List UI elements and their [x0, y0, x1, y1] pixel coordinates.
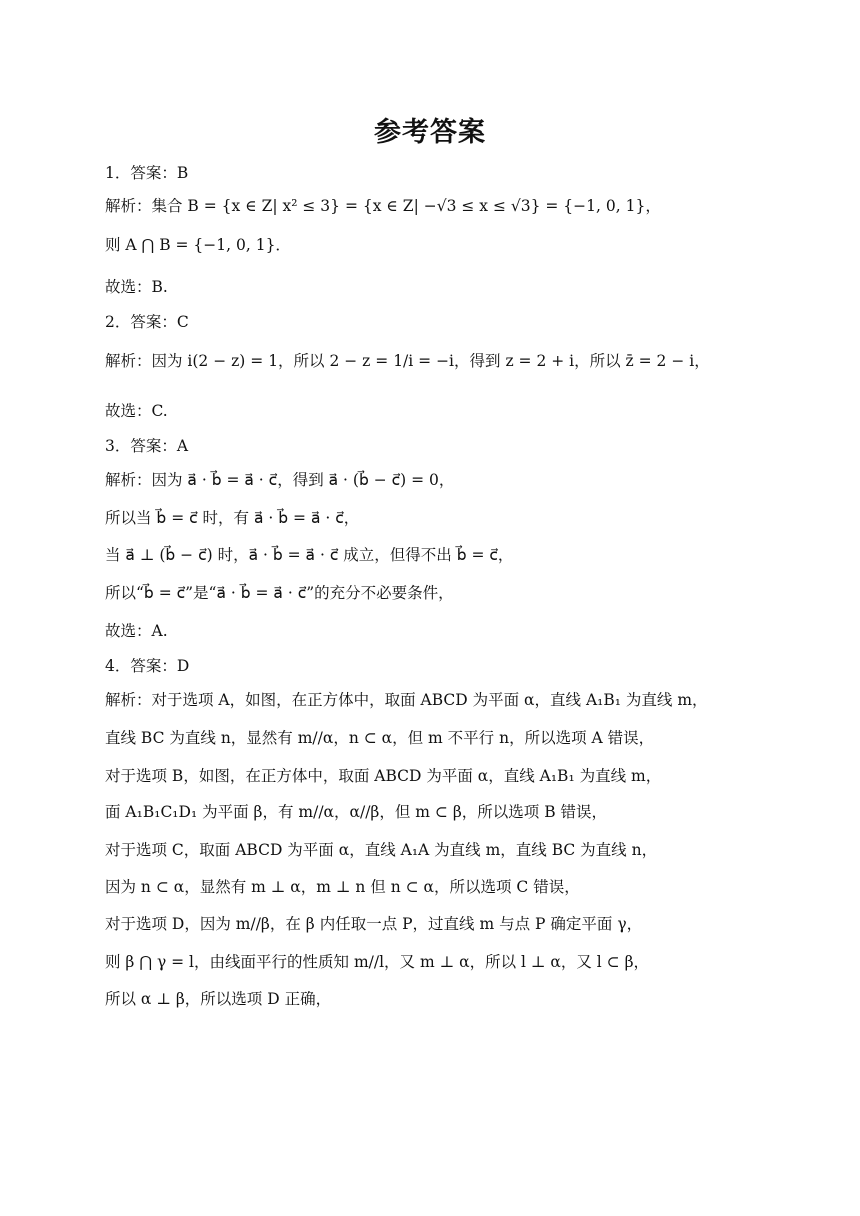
- answer-line: 3．答案：A: [105, 437, 189, 455]
- answer-line: 4．答案：D: [105, 657, 190, 675]
- analysis-line: 则 A ⋂ B = {−1, 0, 1}．: [105, 236, 291, 254]
- analysis-line: 当 a⃗ ⊥ (b⃗ − c⃗) 时，a⃗ · b⃗ = a⃗ · c⃗ 成立，但得不出 b⃗ = c⃗，: [105, 546, 514, 564]
- analysis-line: 所以 α ⊥ β，所以选项 D 正确，: [105, 990, 332, 1008]
- analysis-line: 所以“b⃗ = c⃗”是“a⃗ · b⃗ = a⃗ · c⃗”的充分不必要条件，: [105, 584, 454, 602]
- answer-line: 1．答案：B: [105, 164, 189, 182]
- analysis-line: 解析：对于选项 A，如图，在正方体中，取面 ABCD 为平面 α，直线 A₁B₁ 为直线 m，: [105, 691, 708, 709]
- choice-line: 故选：B.: [105, 278, 168, 296]
- analysis-line: 对于选项 B，如图，在正方体中，取面 ABCD 为平面 α，直线 A₁B₁ 为直线 m，: [105, 767, 662, 785]
- analysis-line: 所以当 b⃗ = c⃗ 时，有 a⃗ · b⃗ = a⃗ · c⃗，: [105, 509, 360, 527]
- choice-line: 故选：A.: [105, 622, 168, 640]
- analysis-line: 则 β ⋂ γ = l，由线面平行的性质知 m//l，又 m ⊥ α，所以 l ⊥ α，又 l ⊂ β，: [105, 953, 650, 971]
- page-title: 参考答案: [374, 117, 486, 148]
- answer-line: 2．答案：C: [105, 313, 189, 331]
- analysis-line: 解析：因为 i(2 − z) = 1，所以 2 − z = 1/i = −i，得到 z = 2 + i，所以 z̄ = 2 − i，: [105, 352, 710, 370]
- analysis-line: 直线 BC 为直线 n，显然有 m//α，n ⊂ α，但 m 不平行 n，所以选项 A 错误，: [105, 729, 655, 747]
- choice-line: 故选：C.: [105, 402, 168, 420]
- analysis-line: 对于选项 C，取面 ABCD 为平面 α，直线 A₁A 为直线 m，直线 BC 为直线 n，: [105, 841, 658, 859]
- analysis-line: 对于选项 D，因为 m//β，在 β 内任取一点 P，过直线 m 与点 P 确定平面 γ，: [105, 915, 643, 933]
- analysis-line: 因为 n ⊂ α，显然有 m ⊥ α，m ⊥ n 但 n ⊂ α，所以选项 C 错误，: [105, 878, 580, 896]
- analysis-line: 解析：因为 a⃗ · b⃗ = a⃗ · c⃗，得到 a⃗ · (b⃗ − c⃗) = 0，: [105, 471, 455, 489]
- analysis-line: 解析：集合 B = {x ∈ Z| x² ≤ 3} = {x ∈ Z| −√3 ≤ x ≤ √3} = {−1, 0, 1}，: [105, 197, 661, 215]
- analysis-line: 面 A₁B₁C₁D₁ 为平面 β，有 m//α，α//β，但 m ⊂ β，所以选项 B 错误，: [105, 803, 608, 821]
